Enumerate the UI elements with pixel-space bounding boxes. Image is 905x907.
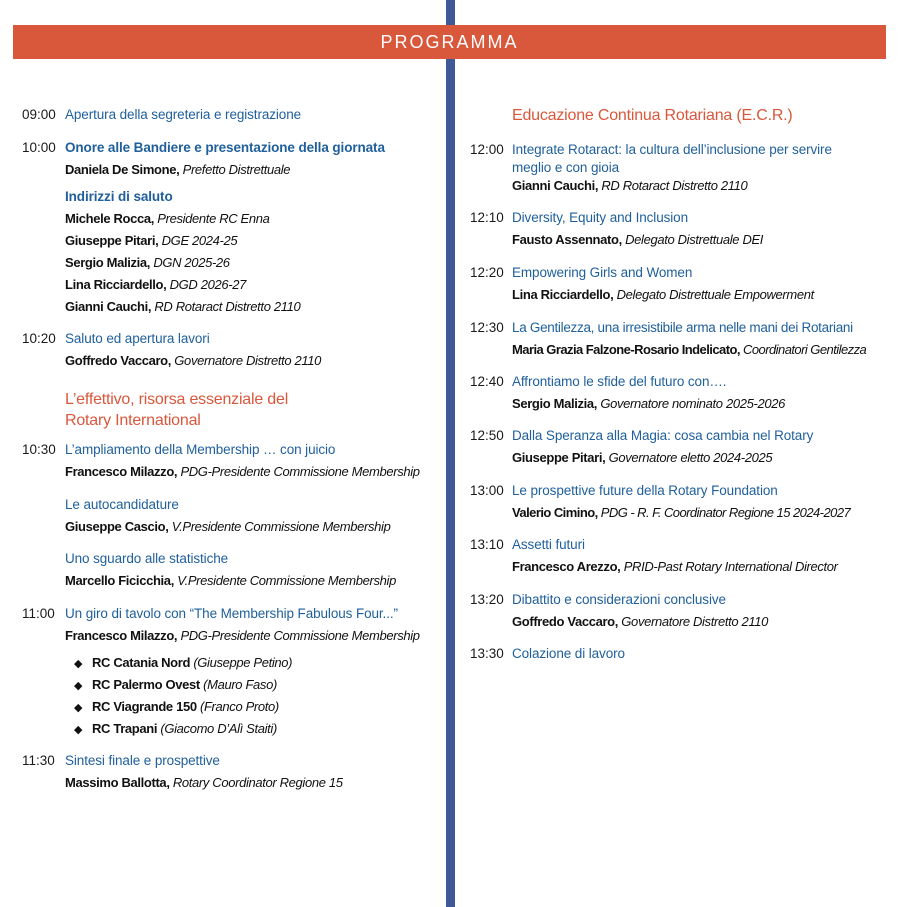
speaker-name: Sergio Malizia, [65, 255, 151, 270]
speaker-role: Governatore Distretto 2110 [621, 614, 769, 629]
speaker [512, 559, 838, 574]
speaker-name: Francesco Arezzo, [512, 559, 621, 574]
speaker [65, 255, 230, 270]
club-person: (Giacomo D’Alì Staiti) [160, 721, 277, 736]
speaker [65, 162, 290, 177]
list-item [74, 721, 277, 736]
club-person: (Giuseppe Petino) [193, 655, 293, 670]
item-title: La Gentilezza, una irresistibile arma nelle mani dei Rotariani [512, 320, 853, 335]
speaker-role: Delegato Distrettuale Empowerment [616, 287, 814, 302]
list-item [74, 655, 292, 670]
speaker-role: Coordinatori Gentilezza [743, 342, 867, 357]
section-heading: Educazione Continua Rotariana (E.C.R.) [512, 107, 793, 124]
speaker-role: DGD 2026-27 [169, 277, 246, 292]
time-1100: 11:00 [22, 606, 55, 621]
item-title: L’ampliamento della Membership … con juicio [65, 442, 336, 457]
speaker [512, 178, 747, 193]
speaker-name: Gianni Cauchi, [512, 178, 599, 193]
speaker-name: Goffredo Vaccaro, [65, 353, 172, 368]
section-heading [65, 389, 288, 431]
speaker-name: Sergio Malizia, [512, 396, 598, 411]
speaker-name: Fausto Assennato, [512, 232, 622, 247]
speaker [65, 519, 390, 534]
time-1240: 12:40 [470, 374, 504, 389]
item-title: Uno sguardo alle statistiche [65, 551, 229, 566]
time-1130: 11:30 [22, 753, 55, 768]
speaker-name: Gianni Cauchi, [65, 299, 152, 314]
club-person: (Franco Proto) [199, 699, 279, 714]
item-title: Dalla Speranza alla Magia: cosa cambia nel Rotary [512, 428, 814, 443]
speaker-role: Rotary Coordinator Regione 15 [172, 775, 343, 790]
speaker-role: PDG-Presidente Commissione Membership [180, 464, 420, 479]
item-title: Un giro di tavolo con “The Membership Fabulous Four...” [65, 606, 398, 621]
item-title: Assetti futuri [512, 537, 585, 552]
club-name: RC Viagrande 150 [92, 699, 197, 714]
speaker [512, 342, 866, 357]
item-title: Apertura della segreteria e registrazione [65, 107, 302, 122]
speaker [65, 299, 300, 314]
item-title: Colazione di lavoro [512, 646, 625, 661]
speaker-name: Giuseppe Pitari, [65, 233, 159, 248]
speaker [512, 232, 763, 247]
speaker-name: Massimo Ballotta, [65, 775, 170, 790]
speaker [512, 614, 768, 629]
speaker-role: PDG-Presidente Commissione Membership [180, 628, 420, 643]
speaker-role: Presidente RC Enna [157, 211, 270, 226]
time-1330: 13:30 [470, 646, 504, 661]
speaker-name: Francesco Milazzo, [65, 628, 178, 643]
speaker-role: Governatore nominato 2025-2026 [600, 396, 785, 411]
speaker-name: Giuseppe Cascio, [65, 519, 169, 534]
speaker-role: DGN 2025-26 [153, 255, 230, 270]
speaker-name: Valerio Cimino, [512, 505, 598, 520]
speaker-name: Goffredo Vaccaro, [512, 614, 619, 629]
time-0900: 09:00 [22, 107, 56, 122]
speaker-name: Maria Grazia Falzone-Rosario Indelicato, [512, 342, 740, 357]
list-item [74, 699, 279, 714]
diamond-bullet-icon: ◆ [74, 702, 83, 714]
speaker [65, 573, 396, 588]
speaker [512, 396, 785, 411]
speaker-name: Michele Rocca, [65, 211, 155, 226]
speaker-role: V.Presidente Commissione Membership [171, 519, 391, 534]
speaker-role: PRID-Past Rotary International Director [623, 559, 838, 574]
time-1030: 10:30 [22, 442, 56, 457]
speaker [65, 211, 270, 226]
diamond-bullet-icon: ◆ [74, 658, 83, 670]
club-name: RC Trapani [92, 721, 158, 736]
speaker [65, 464, 420, 479]
programma-banner [13, 25, 886, 59]
list-item [74, 677, 277, 692]
time-1320: 13:20 [470, 592, 504, 607]
speaker-name: Daniela De Simone, [65, 162, 180, 177]
club-name: RC Catania Nord [92, 655, 191, 670]
speaker-role: Governatore Distretto 2110 [174, 353, 322, 368]
item-title: Le autocandidature [65, 497, 179, 512]
center-divider [446, 0, 455, 907]
speaker [65, 775, 343, 790]
speaker-role: DGE 2024-25 [161, 233, 238, 248]
time-1200: 12:00 [470, 142, 504, 157]
speaker-role: RD Rotaract Distretto 2110 [601, 178, 748, 193]
speaker-name: Francesco Milazzo, [65, 464, 178, 479]
diamond-bullet-icon: ◆ [74, 724, 83, 736]
speaker [65, 233, 237, 248]
section-heading-line1: L’effettivo, risorsa essenziale del [65, 391, 289, 408]
speaker-role: Delegato Distrettuale DEI [625, 232, 764, 247]
time-1230: 12:30 [470, 320, 504, 335]
diamond-bullet-icon: ◆ [74, 680, 83, 692]
club-name: RC Palermo Ovest [92, 677, 200, 692]
time-1210: 12:10 [470, 210, 504, 225]
page-title: PROGRAMMA [380, 31, 519, 52]
speaker-role: Prefetto Distrettuale [182, 162, 291, 177]
time-1310: 13:10 [470, 537, 504, 552]
speaker [512, 450, 772, 465]
item-title-line2: meglio e con gioia [512, 160, 620, 175]
speaker-role: PDG - R. F. Coordinator Regione 15 2024-2027 [600, 505, 851, 520]
speaker-name: Marcello Ficicchia, [65, 573, 174, 588]
item-title: Saluto ed apertura lavori [65, 331, 210, 346]
speaker-role: Governatore eletto 2024-2025 [608, 450, 773, 465]
item-title: Onore alle Bandiere e presentazione della giornata [65, 140, 385, 155]
speaker [512, 287, 814, 302]
item-title-line1: Integrate Rotaract: la cultura dell’inclusione per servire [512, 142, 832, 157]
speaker-role: RD Rotaract Distretto 2110 [154, 299, 301, 314]
speaker-name: Lina Ricciardello, [65, 277, 167, 292]
item-title: Sintesi finale e prospettive [65, 753, 220, 768]
section-heading-line2: Rotary International [65, 412, 201, 429]
item-title: Dibattito e considerazioni conclusive [512, 592, 726, 607]
time-1250: 12:50 [470, 428, 504, 443]
speaker [65, 277, 246, 292]
speaker [512, 505, 850, 520]
item-title: Le prospettive future della Rotary Foundation [512, 483, 778, 498]
speaker [65, 353, 321, 368]
speaker-name: Lina Ricciardello, [512, 287, 614, 302]
item-title: Affrontiamo le sfide del futuro con…. [512, 374, 727, 389]
item-title: Diversity, Equity and Inclusion [512, 210, 688, 225]
item-title: Empowering Girls and Women [512, 265, 693, 280]
time-1020: 10:20 [22, 331, 56, 346]
club-person: (Mauro Faso) [203, 677, 277, 692]
time-1220: 12:20 [470, 265, 504, 280]
item-subtitle: Indirizzi di saluto [65, 189, 173, 204]
time-1000: 10:00 [22, 140, 56, 155]
time-1300: 13:00 [470, 483, 504, 498]
speaker-name: Giuseppe Pitari, [512, 450, 606, 465]
speaker-role: V.Presidente Commissione Membership [177, 573, 396, 588]
speaker [65, 628, 420, 643]
